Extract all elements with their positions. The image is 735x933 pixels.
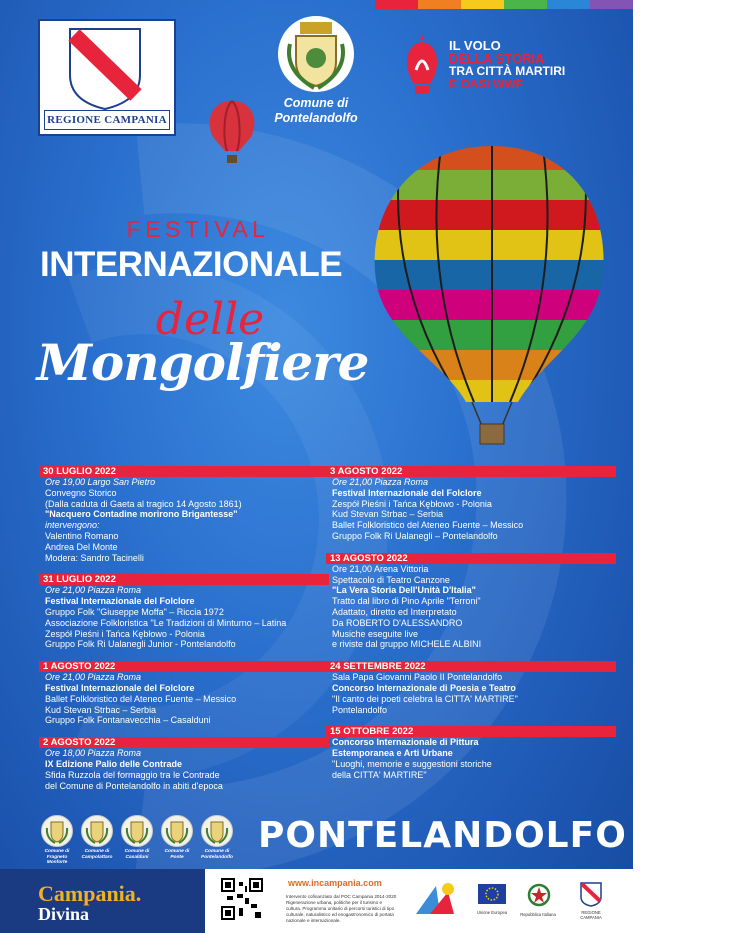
regione-campania-small-label: REGIONE CAMPANIA	[580, 910, 602, 920]
comune-crest-icon	[161, 815, 193, 847]
comune-label: Comune di Pontelandolfo	[274, 96, 358, 125]
event-line: Ore 21,00 Piazza Roma	[332, 477, 429, 487]
comuni-crests	[40, 815, 240, 866]
event-line: Ore 19,00 Largo San Pietro	[45, 477, 156, 487]
event-line: Gruppo Folk "Giuseppe Moffa" – Riccia 1972	[45, 606, 224, 617]
event-line: Festival Internazionale del Folclore	[332, 487, 482, 498]
event-date: 31 LUGLIO 2022	[39, 574, 329, 585]
comune-crest-icon	[81, 815, 113, 847]
comune-name-line: Comune di	[44, 849, 70, 854]
event-line: Musiche eseguite live	[332, 628, 419, 639]
event-line: Kud Stevan Strbac – Serbia	[45, 704, 157, 715]
comune-name-line: Comune di	[124, 849, 150, 854]
event-line: Gruppo Folk Ri Ualanegli – Pontelandolfo	[332, 530, 498, 541]
comune-name-line: Pontelandolfo	[201, 854, 233, 860]
event-line: Estemporanea e Arti Urbane	[332, 748, 453, 759]
event-block	[45, 466, 315, 563]
comune-name-line: Casalduni	[125, 854, 149, 860]
volo-della-storia-text: IL VOLO DELLA STORIA TRA CITTÀ MARTIRI E OASI WWF	[449, 38, 566, 91]
event-line: Sfida Ruzzola del formaggio tra le Contrade	[45, 769, 220, 780]
event-line: "La Vera Storia Dell'Unità D'Italia"	[332, 585, 476, 596]
location-title: PONTELANDOLFO (BN)	[258, 815, 735, 856]
event-line: Associazione Folkloristica "Le Tradizioni di Minturno – Latina	[45, 617, 287, 628]
pontelandolfo-crest-icon	[276, 14, 356, 94]
event-line: Valentino Romano	[45, 530, 119, 541]
event-line: intervengono:	[45, 520, 100, 531]
eu-label: Unione Europea	[476, 910, 508, 915]
event-block	[332, 466, 602, 542]
event-block	[332, 726, 602, 780]
comune-item	[80, 815, 114, 866]
comune-name	[40, 849, 74, 866]
event-line: Spettacolo di Teatro Canzone	[332, 574, 450, 585]
event-line: Modera: Sandro Tacinelli	[45, 552, 144, 563]
event-line: Sala Papa Giovanni Paolo II Pontelandolfo	[332, 672, 503, 683]
event-line: Ore 21,00 Piazza Roma	[45, 672, 142, 683]
event-line: Concorso Internazionale di Poesia e Teatro	[332, 682, 516, 693]
comune-name-line: Comune di	[84, 849, 110, 854]
rainbow-stripe	[375, 0, 633, 9]
event-line: Ore 21,00 Arena Vittoria	[332, 563, 429, 574]
event-line: Gruppo Folk Ri Ualanegli Junior - Pontelandolfo	[45, 639, 236, 650]
campania-divina-logo: Campania. Divina	[0, 869, 205, 933]
title-delle: delle	[155, 294, 265, 345]
event-line: Andrea Del Monte	[45, 541, 118, 552]
comune-name	[80, 849, 114, 860]
event-date: 15 OTTOBRE 2022	[326, 726, 616, 737]
event-line: Concorso Internazionale di Pittura	[332, 737, 479, 748]
comune-name	[200, 849, 234, 860]
comune-item	[120, 815, 154, 866]
comune-name	[160, 849, 194, 860]
event-line: Festival Internazionale del Folclore	[45, 682, 195, 693]
event-line: Pontelandolfo	[332, 704, 388, 715]
event-line: Ballet Folkloristico del Ateneo Fuente – Messico	[45, 693, 237, 704]
qr-code-icon	[221, 878, 263, 920]
event-date: 3 AGOSTO 2022	[326, 466, 616, 477]
events-column-left	[45, 466, 315, 802]
event-block	[45, 661, 315, 726]
comune-item	[200, 815, 234, 866]
volo-della-storia-logo-icon	[402, 30, 442, 96]
event-line: della CITTA' MARTIRE"	[332, 769, 427, 780]
comune-crest-icon	[121, 815, 153, 847]
event-line: Zespół Pieśni i Tańca Kębłowo - Polonia	[332, 498, 492, 509]
comune-name	[120, 849, 154, 860]
poc-campania-logo-icon	[412, 880, 458, 918]
event-line: Gruppo Folk Fontanavecchia – Casalduni	[45, 715, 211, 726]
event-line: Ballet Folkloristico del Ateneo Fuente – Messico	[332, 520, 524, 531]
event-block	[332, 553, 602, 650]
regione-campania-logo	[38, 19, 176, 136]
event-line: "Nacquero Contadine morirono Brigantesse"	[45, 509, 238, 520]
comune-name-line: Fragneto Monforte	[46, 854, 68, 865]
comune-name-line: Comune di	[204, 849, 230, 854]
title-internazionale: INTERNAZIONALE	[40, 245, 343, 284]
event-line: e riviste dal gruppo MICHELE ALBINI	[332, 639, 482, 650]
event-block	[45, 574, 315, 650]
website-url[interactable]: www.incampania.com	[288, 878, 382, 888]
title-festival: FESTIVAL	[126, 216, 270, 242]
comune-name-line: Campolattaro	[81, 854, 113, 860]
comune-item	[160, 815, 194, 866]
small-red-balloon-icon	[203, 99, 261, 167]
events-column-right	[332, 466, 602, 792]
event-date: 13 AGOSTO 2022	[326, 553, 616, 564]
event-line: (Dalla caduta di Gaeta al tragico 14 Agosto 1861)	[45, 498, 242, 509]
event-line: "Luoghi, memorie e suggestioni storiche	[332, 758, 492, 769]
event-block	[332, 661, 602, 715]
comune-crest-icon	[201, 815, 233, 847]
comune-crest-icon	[41, 815, 73, 847]
title-mongolfiere: Mongolfiere	[36, 333, 369, 392]
event-line: Da ROBERTO D'ALESSANDRO	[332, 617, 463, 628]
event-line: IX Edizione Palio delle Contrade	[45, 758, 183, 769]
event-line: Kud Stevan Strbac – Serbia	[332, 509, 444, 520]
regione-campania-small-logo-icon	[579, 881, 603, 907]
event-line: Tratto dal libro di Pino Aprile "Terroni"	[332, 596, 481, 607]
event-block	[45, 737, 315, 791]
comune-name-line: Ponte	[170, 854, 184, 860]
italian-republic-emblem-icon	[527, 883, 551, 909]
event-line: "Il canto dei poeti celebra la CITTA' MARTIRE"	[332, 693, 518, 704]
comune-item	[40, 815, 74, 866]
event-line: Festival Internazionale del Folclore	[45, 596, 195, 607]
big-colorful-balloon-icon	[362, 140, 614, 452]
event-line: Zespół Pieśni i Tańca Kębłowo - Polonia	[45, 628, 205, 639]
event-date: 30 LUGLIO 2022	[39, 466, 329, 477]
regione-campania-label: REGIONE CAMPANIA	[44, 110, 170, 130]
event-line: Ore 21,00 Piazza Roma	[45, 585, 142, 596]
event-date: 2 AGOSTO 2022	[39, 737, 329, 748]
event-date: 24 SETTEMBRE 2022	[326, 661, 616, 672]
funding-note: Intervento cofinanziato dal POC Campania 2014-2020 Rigenerazione urbana, politiche per il turismo e cultura. Programma unitario di percorsi turistici di tipo culturale, naturalistico ed enogastronomico di portata nazionale e internazionale.	[286, 894, 397, 923]
campania-shield-icon	[40, 23, 170, 111]
event-line: Adattato, diretto ed Interpretato	[332, 606, 457, 617]
event-line: Convegno Storico	[45, 487, 117, 498]
event-line: Ore 18,00 Piazza Roma	[45, 748, 142, 759]
eu-flag-icon	[478, 884, 506, 904]
event-date: 1 AGOSTO 2022	[39, 661, 329, 672]
event-line: del Comune di Pontelandolfo in abiti d'epoca	[45, 780, 223, 791]
republic-label: Repubblica Italiana	[520, 912, 556, 917]
comune-name-line: Comune di	[164, 849, 190, 854]
